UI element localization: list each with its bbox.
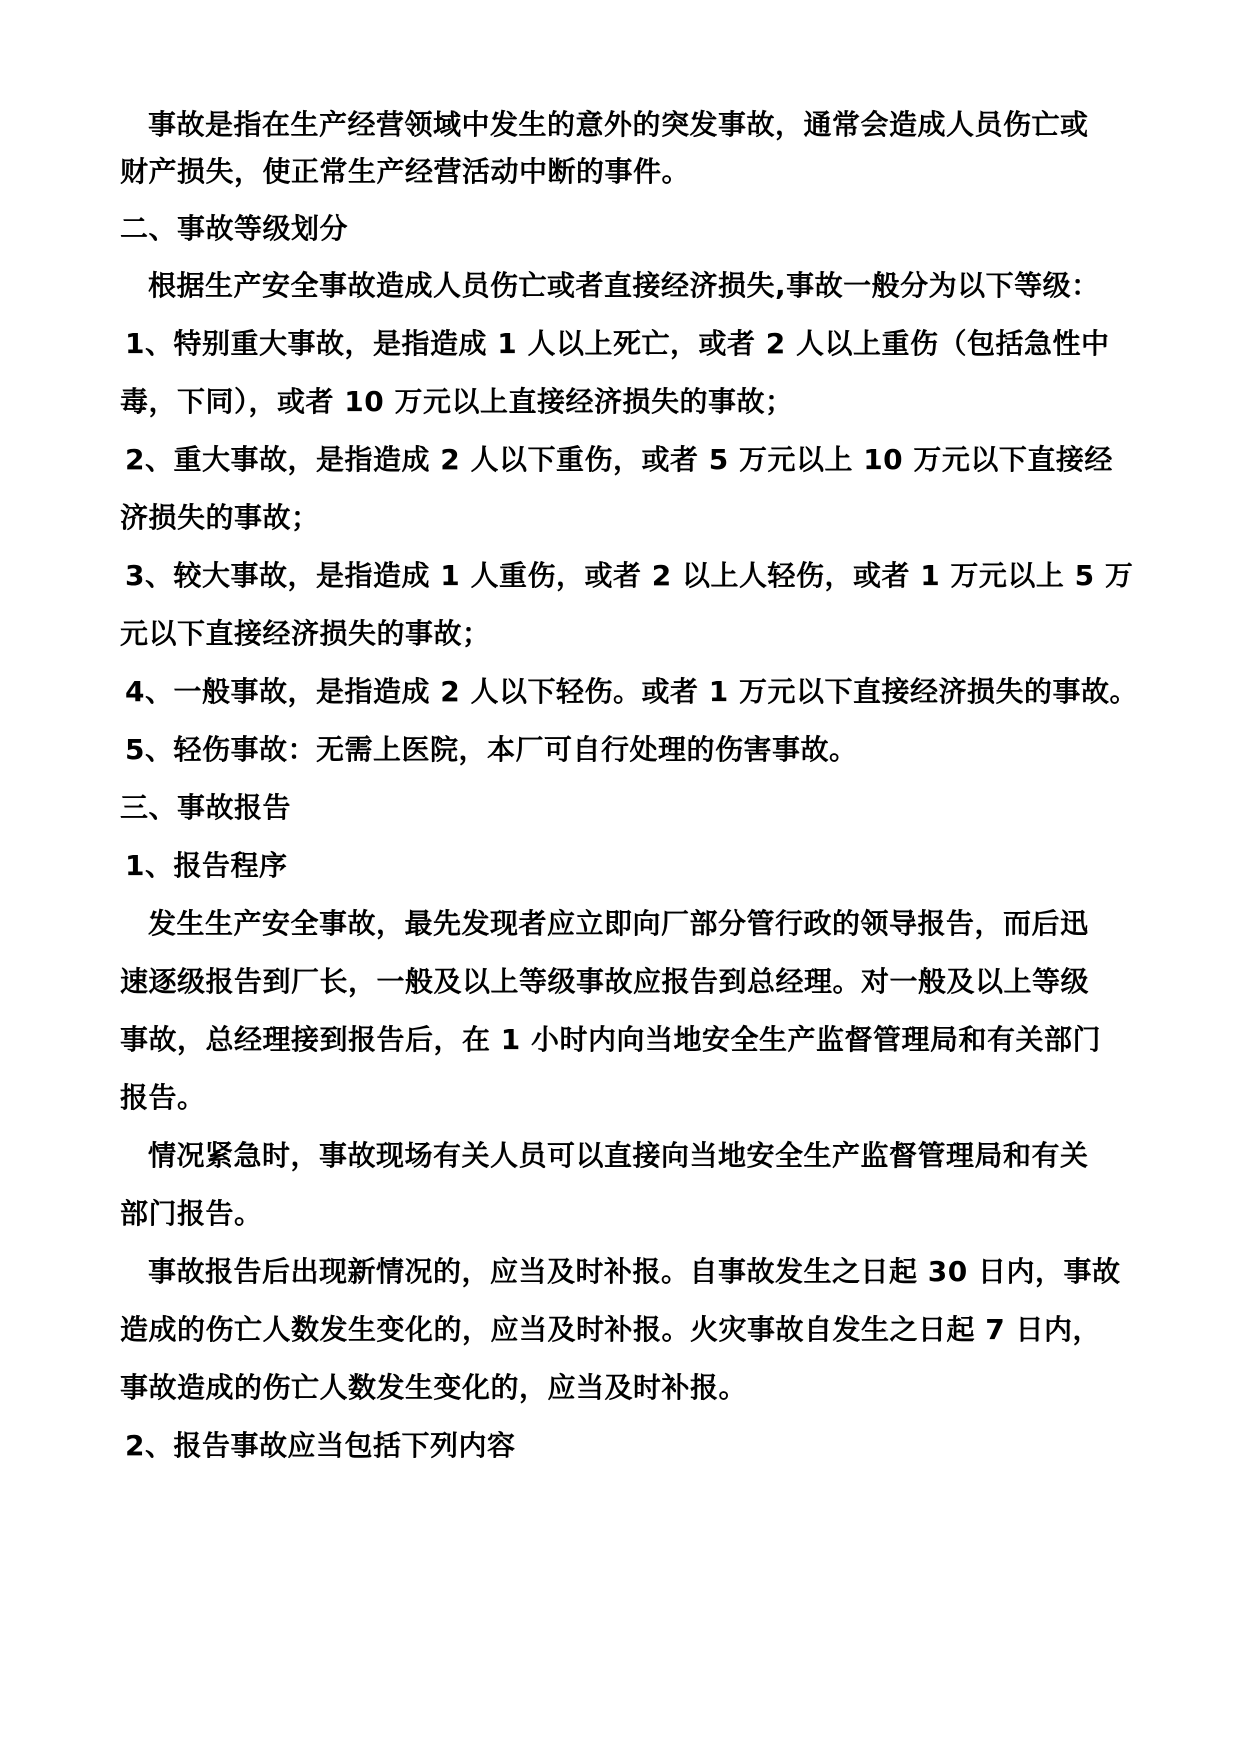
paragraph-line: 根据生产安全事故造成人员伤亡或者直接经济损失,事故一般分为以下等级： <box>148 269 1100 302</box>
paragraph-line: 造成的伤亡人数发生变化的，应当及时补报。火灾事故自发生之日起 7 日内， <box>120 1313 1101 1346</box>
subsection-heading: 1、报告程序 <box>125 849 288 882</box>
list-item: 4、一般事故，是指造成 2 人以下轻伤。或者 1 万元以下直接经济损失的事故。 <box>125 675 1138 708</box>
paragraph-line: 济损失的事故； <box>120 501 320 534</box>
section-heading: 三、事故报告 <box>120 791 292 824</box>
paragraph-line: 事故报告后出现新情况的，应当及时补报。自事故发生之日起 30 日内，事故 <box>148 1255 1121 1288</box>
list-item: 5、轻伤事故：无需上医院，本厂可自行处理的伤害事故。 <box>125 733 858 766</box>
paragraph-line: 发生生产安全事故，最先发现者应立即向厂部分管行政的领导报告，而后迅 <box>148 907 1089 940</box>
paragraph-line: 元以下直接经济损失的事故； <box>120 617 491 650</box>
list-item: 1、特别重大事故，是指造成 1 人以上死亡，或者 2 人以上重伤（包括急性中 <box>125 327 1110 360</box>
paragraph-line: 速逐级报告到厂长，一般及以上等级事故应报告到总经理。对一般及以上等级 <box>120 965 1090 998</box>
paragraph-line: 报告。 <box>120 1081 206 1114</box>
paragraph-line: 毒，下同），或者 10 万元以上直接经济损失的事故； <box>120 385 794 418</box>
paragraph-line: 事故造成的伤亡人数发生变化的，应当及时补报。 <box>120 1371 748 1404</box>
paragraph-line: 事故是指在生产经营领域中发生的意外的突发事故，通常会造成人员伤亡或 <box>148 108 1089 141</box>
list-item: 3、较大事故，是指造成 1 人重伤，或者 2 以上人轻伤，或者 1 万元以上 5 万 <box>125 559 1134 592</box>
paragraph-line: 情况紧急时，事故现场有关人员可以直接向当地安全生产监督管理局和有关 <box>148 1139 1089 1172</box>
subsection-heading: 2、报告事故应当包括下列内容 <box>125 1429 516 1462</box>
paragraph-line: 部门报告。 <box>120 1197 263 1230</box>
paragraph-line: 财产损失，使正常生产经营活动中断的事件。 <box>120 155 691 188</box>
section-heading: 二、事故等级划分 <box>120 212 349 245</box>
list-item: 2、重大事故，是指造成 2 人以下重伤，或者 5 万元以上 10 万元以下直接经 <box>125 443 1113 476</box>
paragraph-line: 事故，总经理接到报告后，在 1 小时内向当地安全生产监督管理局和有关部门 <box>120 1023 1101 1056</box>
